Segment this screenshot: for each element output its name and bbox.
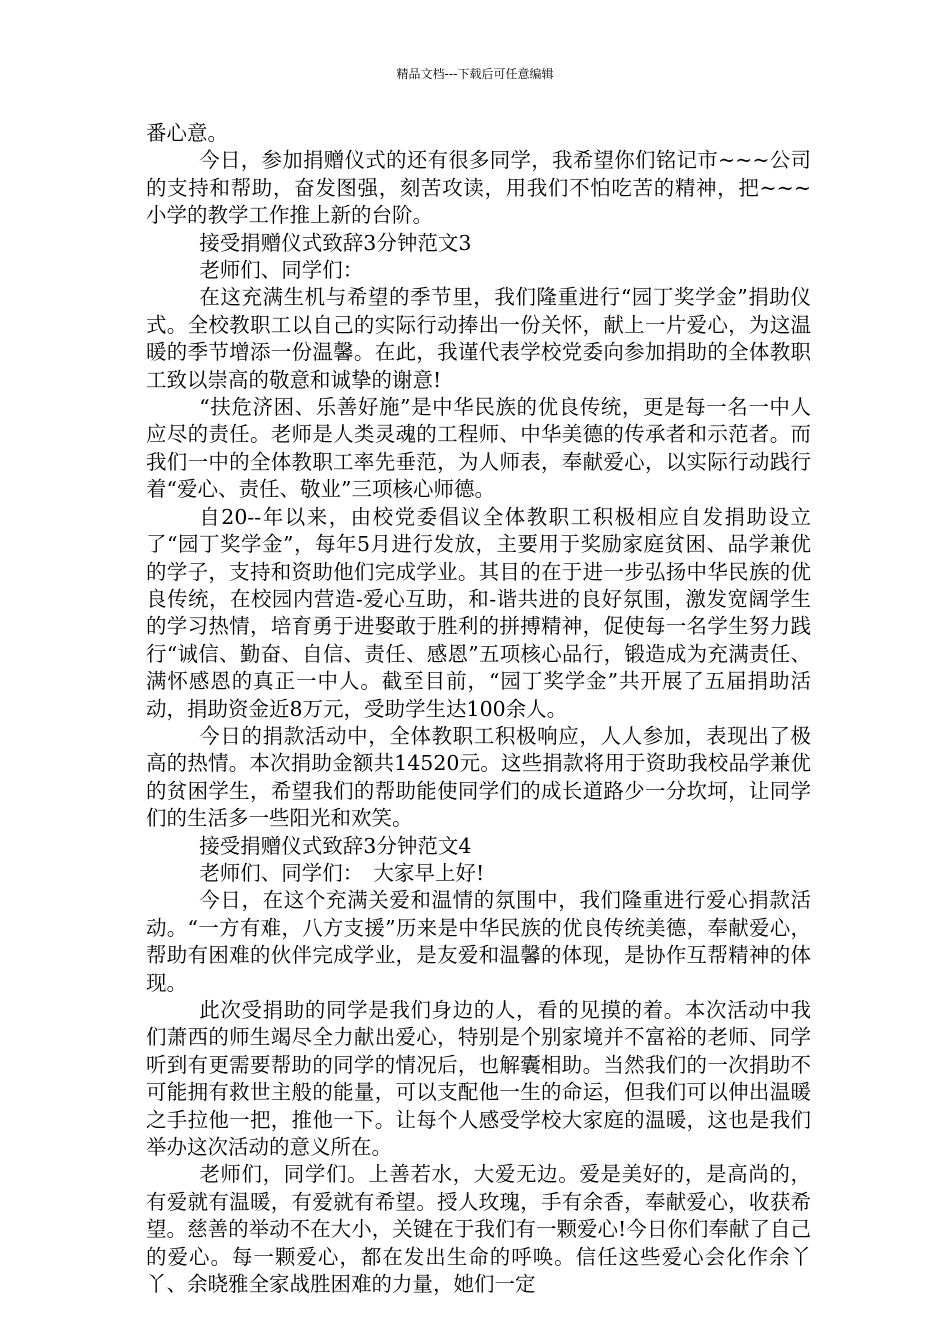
page-header: 精品文档---下载后可任意编辑	[396, 67, 554, 81]
paragraph: 自20--年以来，由校党委倡议全体教职工积极相应自发捐助设立了“园丁奖学金”，每年5月进行发放，主要用于奖励家庭贫困、品学兼优的学子，支持和资助他们完成学业。其目的在于进一步弘扬中华民族的优良传统，在校园内营造-爱心互助，和-谐共进的良好氛围，激发宽阔学生的学习热情，培育勇于进娶敢于胜利的拼搏精神，促使每一名学生努力践行“诚信、勤奋、自信、责任、感恩”五项核心品行，锻造成为充满责任、满怀感恩的真正一中人。截至目前，“园丁奖学金”共开展了五届捐助活动，捐助资金近8万元，受助学生达100余人。	[146, 504, 811, 721]
paragraph: 今日，参加捐赠仪式的还有很多同学，我希望你们铭记市~~~公司的支持和帮助，奋发图强，刻苦攻读，用我们不怕吃苦的精神，把~~~小学的教学工作推上新的台阶。	[146, 148, 811, 228]
document-body	[146, 120, 811, 1298]
section-heading: 接受捐赠仪式致辞3分钟范文3	[199, 230, 472, 255]
paragraph: 在这充满生机与希望的季节里，我们隆重进行“园丁奖学金”捐助仪式。全校教职工以自己的实际行动捧出一份关怀，献上一片爱心，为这温暖的季节增添一份温馨。在此，我谨代表学校党委向参加捐助的全体教职工致以崇高的敬意和诚挚的谢意!	[146, 285, 811, 392]
salutation: 老师们、同学们： 大家早上好!	[199, 860, 485, 885]
salutation: 老师们、同学们：	[199, 258, 364, 283]
paragraph: “扶危济困、乐善好施”是中华民族的优良传统，更是每一名一中人应尽的责任。老师是人类灵魂的工程师、中华美德的传承者和示范者。而我们一中的全体教职工率先垂范，为人师表，奉献爱心，以实际行动践行着“爱心、责任、敬业”三项核心师德。	[146, 395, 811, 502]
section-heading: 接受捐赠仪式致辞3分钟范文4	[199, 833, 472, 858]
paragraph: 今日的捐款活动中，全体教职工积极响应，人人参加，表现出了极高的热情。本次捐助金额共14520元。这些捐款将用于资助我校品学兼优的贫困学生，希望我们的帮助能使同学们的成长道路少一分坎坷，让同学们的生活多一些阳光和欢笑。	[146, 723, 811, 831]
paragraph: 今日，在这个充满关爱和温情的氛围中，我们隆重进行爱心捐款活动。“一方有难，八方支援”历来是中华民族的优良传统美德，奉献爱心，帮助有困难的伙伴完成学业，是友爱和温馨的体现，是协作互帮精神的体现。	[146, 888, 811, 995]
paragraph-continuation: 番心意。	[146, 121, 228, 145]
paragraph: 此次受捐助的同学是我们身边的人，看的见摸的着。本次活动中我们萧西的师生竭尽全力献出爱心，特别是个别家境并不富裕的老师、同学听到有更需要帮助的同学的情况后，也解囊相助。当然我们的一次捐助不可能拥有救世主般的能量，可以支配他一生的命运，但我们可以伸出温暖之手拉他一把，推他一下。让每个人感受学校大家庭的温暖，这也是我们举办这次活动的意义所在。	[146, 998, 811, 1160]
paragraph: 老师们，同学们。上善若水，大爱无边。爱是美好的，是高尚的，有爱就有温暖，有爱就有希望。授人玫瑰，手有余香，奉献爱心，收获希望。慈善的举动不在大小，关键在于我们有一颗爱心!今日你们奉献了自己的爱心。每一颗爱心，都在发出生命的呼唤。信任这些爱心会化作余丫丫、余晓雅全家战胜困难的力量，她们一定	[146, 1162, 811, 1297]
